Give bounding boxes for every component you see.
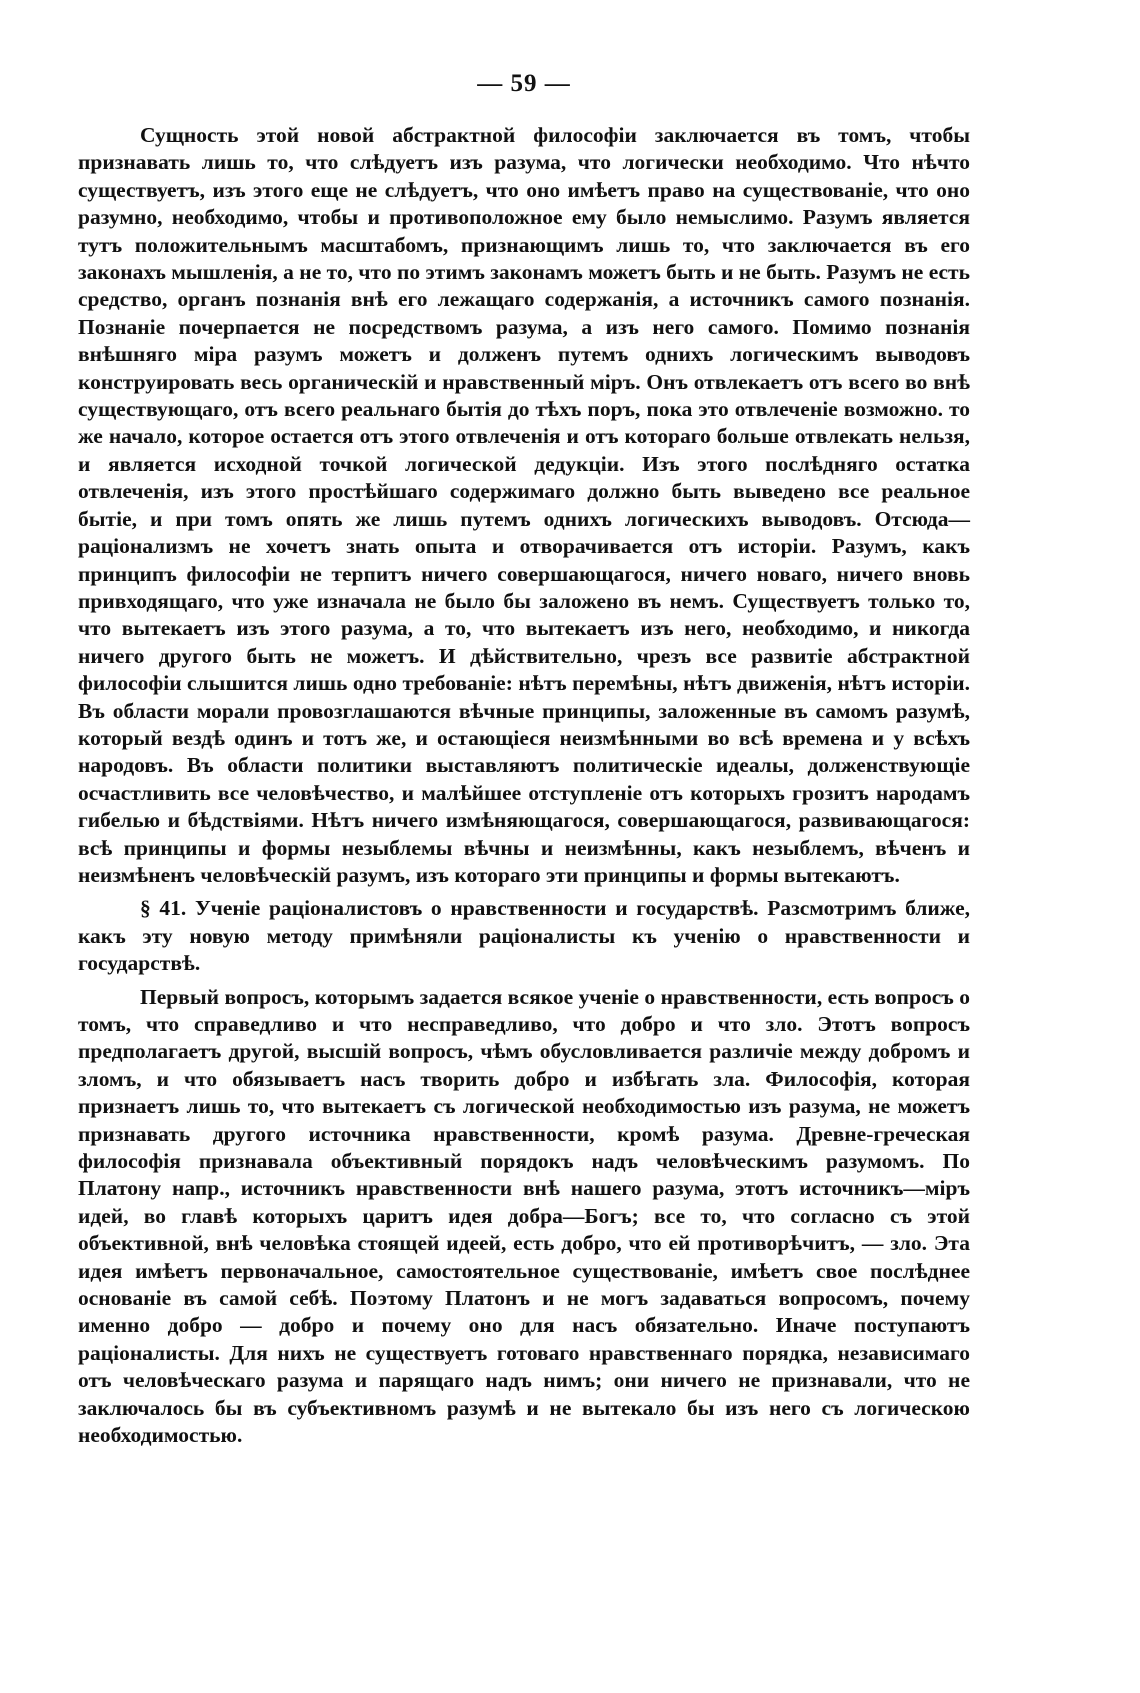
- paragraph-2: [78, 895, 970, 977]
- paragraph-3-text: Первый вопросъ, которымъ задается всякое ученіе о нравственности, есть вопросъ о томъ, что справедливо и что несправедливо, что добро и что зло. Этотъ вопросъ предполагаетъ другой, высшій вопросъ, чѣмъ обусловливается различіе между добромъ и зломъ, и что обязываетъ насъ творить добро и избѣгать зла. Философія, которая признаетъ лишь то, что вытекаетъ съ логической необходимостью изъ разума, не можетъ признавать другого источника нравственности, кромѣ разума. Древне-греческая философія признавала объективный порядокъ надъ человѣческимъ разумомъ. По Платону напр., источникъ нравственности внѣ нашего разума, этотъ источникъ—міръ идей, во главѣ которыхъ царитъ идея добра—Богъ; все то, что согласно съ этой объективной, внѣ человѣка стоящей идеей, есть добро, что ей противорѣчитъ, — зло. Эта идея имѣетъ первоначальное, самостоятельное существованіе, имѣетъ свое послѣднее основаніе въ самой себѣ. Поэтому Платонъ и не могъ задаваться вопросомъ, почему именно добро — добро и почему оно для насъ обязательно. Иначе поступаютъ раціоналисты. Для нихъ не существуетъ готоваго нравственнаго порядка, независимаго отъ человѣческаго разума и парящаго надъ нимъ; они ничего не признавали, что не заключалось бы въ субъективномъ разумѣ и не вытекало бы изъ него съ логическою необходимостью.: [78, 984, 970, 1448]
- document-page: [78, 70, 970, 1450]
- paragraph-2-text: Разсмотримъ ближе, какъ эту новую методу примѣняли раціоналисты къ ученію о нравственности и государствѣ.: [78, 896, 970, 976]
- page-number: — 59 —: [477, 70, 571, 97]
- paragraph-1-text: Сущность этой новой абстрактной философіи заключается въ томъ, чтобы признавать лишь то, что слѣдуетъ изъ разума, что логически необходимо. Что нѣчто существуетъ, изъ этого еще не слѣдуетъ, что оно имѣетъ право на существованіе, что оно разумно, необходимо, чтобы и противоположное ему было немыслимо. Разумъ является тутъ положительнымъ масштабомъ, признающимъ лишь то, что заключается въ его законахъ мышленія, а не то, что по этимъ законамъ можетъ быть и не быть. Разумъ не есть средство, органъ познанія внѣ его лежащаго содержанія, а источникъ самого познанія. Познаніе почерпается не посредствомъ разума, а изъ него самого. Помимо познанія внѣшняго міра разумъ можетъ и долженъ путемъ однихъ логическимъ выводовъ конструировать весь органическій и нравственный міръ. Онъ отвлекаетъ отъ всего во внѣ существующаго, отъ всего реальнаго бытія до тѣхъ поръ, пока это отвлеченіе возможно. то же начало, которое остается отъ этого отвлеченія и отъ котораго больше отвлекать нельзя, и является исходной точкой логической дедукціи. Изъ этого послѣдняго остатка отвлеченія, изъ этого простѣйшаго содержимаго должно быть выведено все реальное бытіе, и при томъ опять же лишь путемъ однихъ логическихъ выводовъ. Отсюда—раціонализмъ не хочетъ знать опыта и отворачивается отъ исторіи. Разумъ, какъ принципъ философіи не терпитъ ничего совершающагося, ничего новаго, ничего вновь привходящаго, что уже изначала не было бы заложено въ немъ. Существуетъ только то, что вытекаетъ изъ этого разума, а то, что вытекаетъ изъ него, необходимо, и никогда ничего другого быть не можетъ. И дѣйствительно, чрезъ все развитіе абстрактной философіи слышится лишь одно требованіе: нѣтъ перемѣны, нѣтъ движенія, нѣтъ исторіи. Въ области морали провозглашаются вѣчные принципы, заложенные въ самомъ разумѣ, который вездѣ одинъ и тотъ же, и остающіеся неизмѣнными во всѣ времена и у всѣхъ народовъ. Въ области политики выставляютъ политическіе идеалы, долженствующіе осчастливить все человѣчество, и малѣйшее отступленіе отъ которыхъ грозитъ народамъ гибелью и бѣдствіями. Нѣтъ ничего измѣняющагося, совершающагося, развивающагося: всѣ принципы и формы незыблемы вѣчны и неизмѣнны, какъ незыблемъ, вѣченъ и неизмѣненъ человѣческій разумъ, изъ котораго эти принципы и формы вытекаютъ.: [78, 123, 970, 887]
- paragraph-1: [78, 122, 970, 889]
- section-heading: § 41. Ученіе раціоналистовъ о нравственности и государствѣ.: [140, 896, 759, 921]
- paragraph-3: [78, 984, 970, 1450]
